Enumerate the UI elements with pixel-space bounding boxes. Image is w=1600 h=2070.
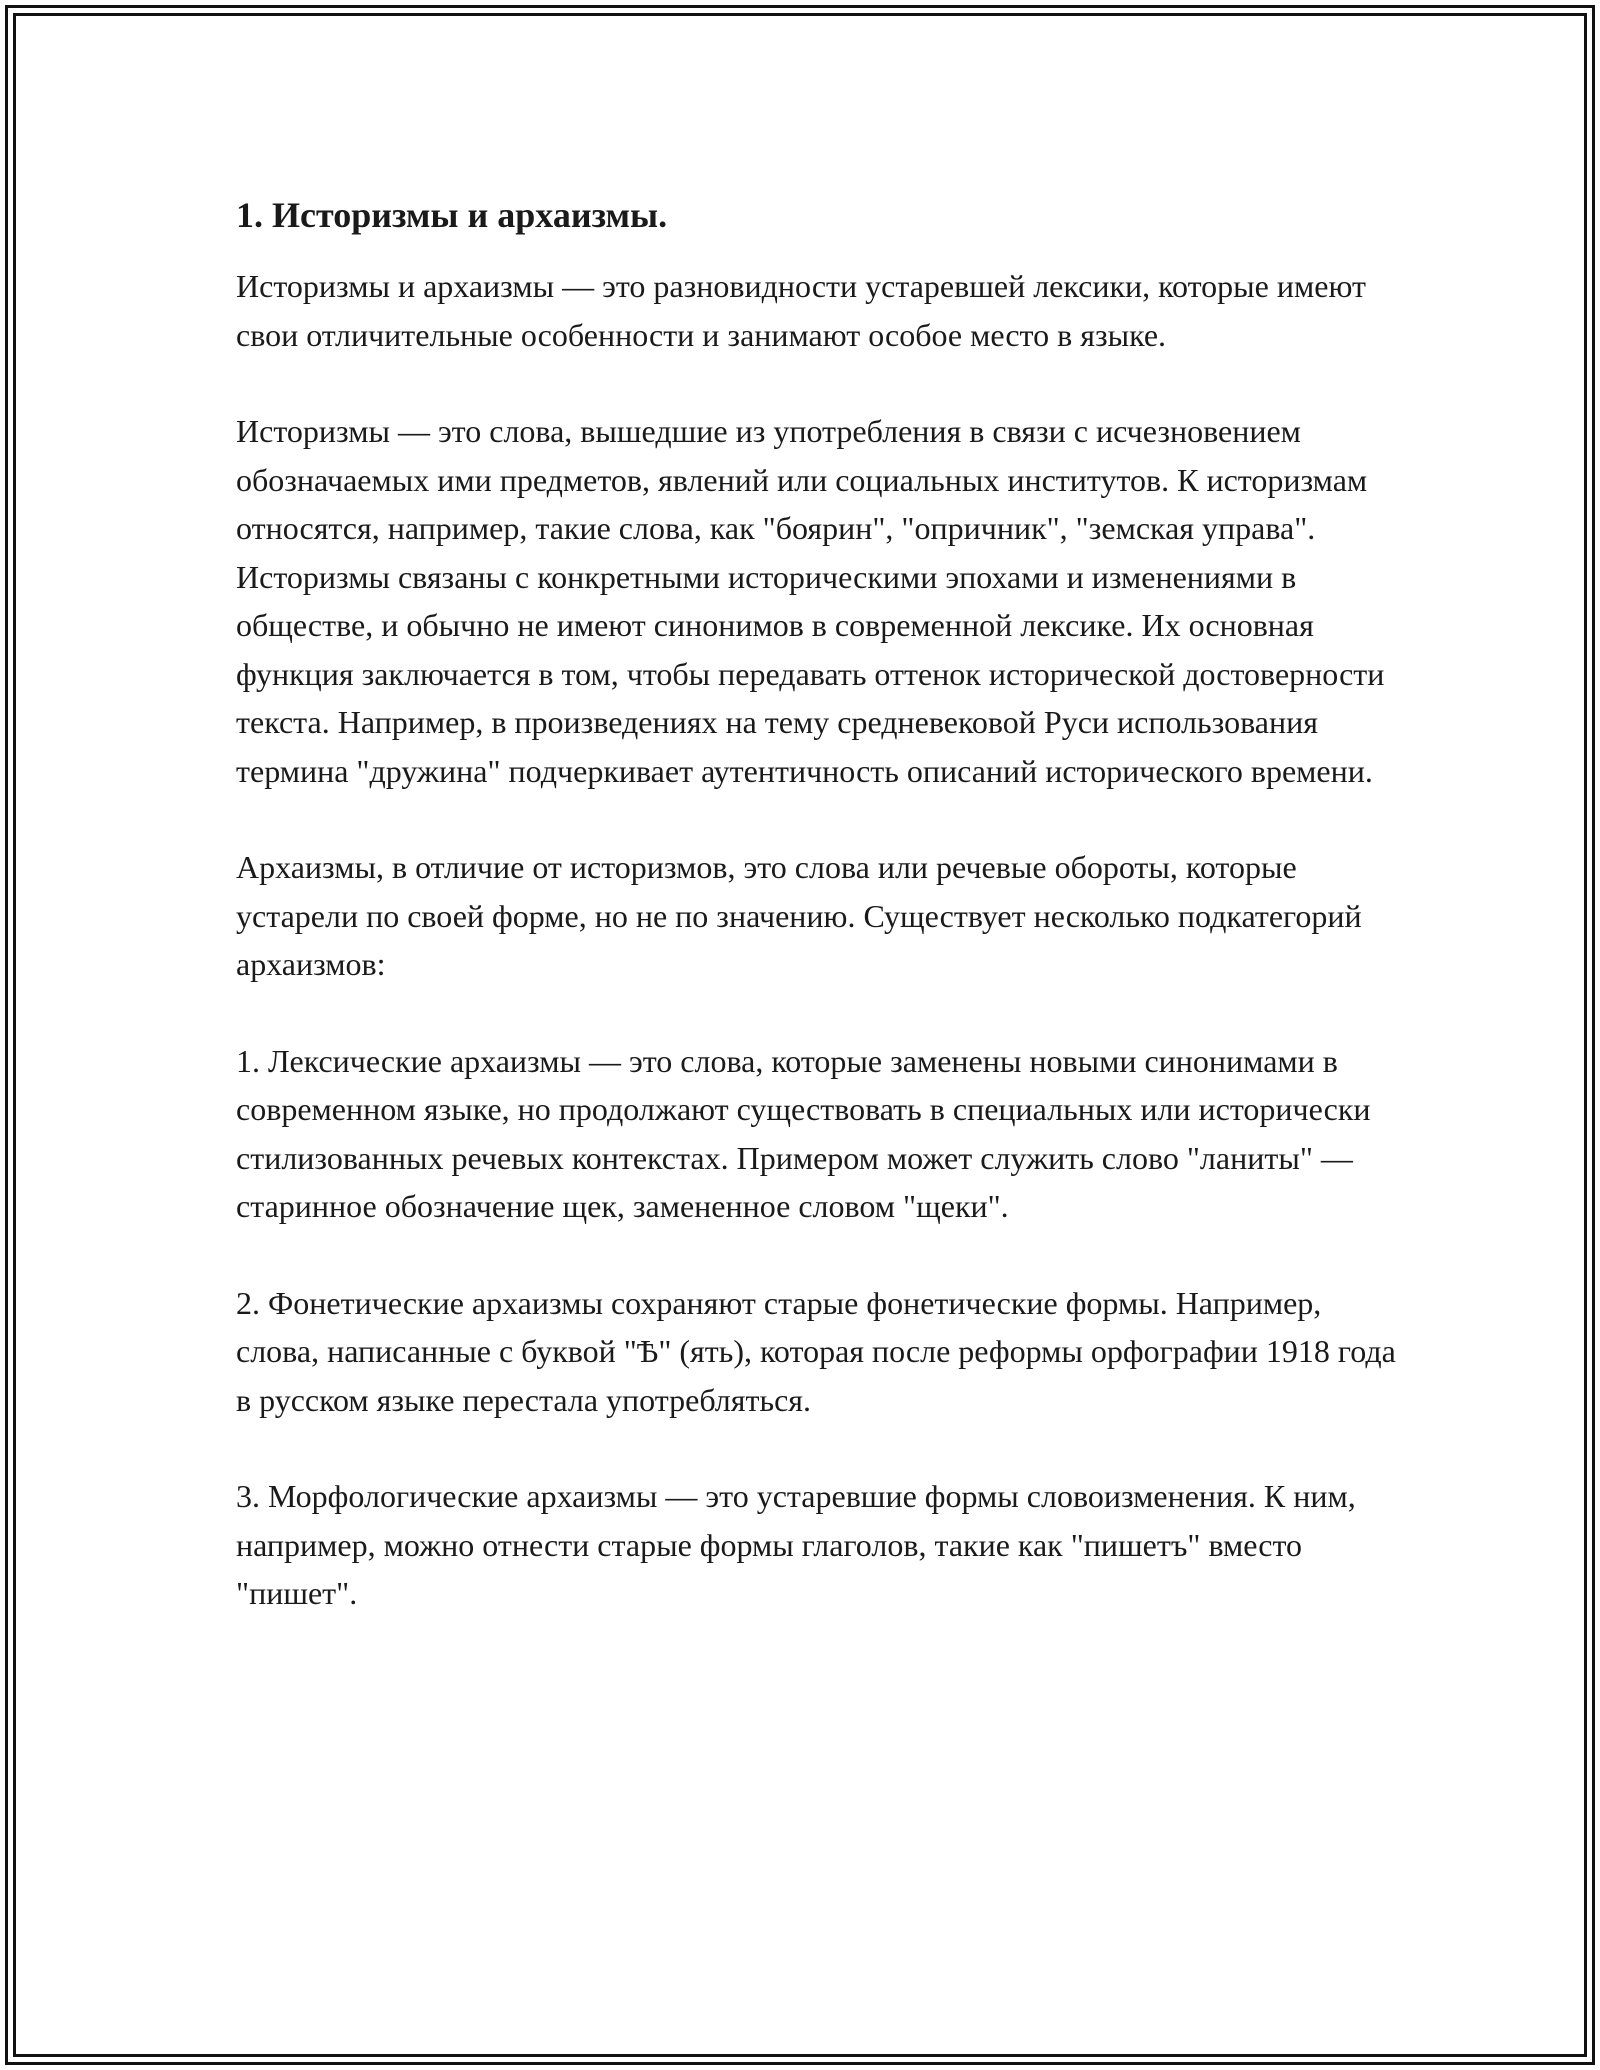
paragraph-historisms: Историзмы — это слова, вышедшие из употребления в связи с исчезновением обозначаемых ими предметов, явлений или социальных институтов. К историзмам относятся, например, такие слова, как "боярин", "опричник", "земская управа". Историзмы связаны с конкретными историческими эпохами и изменениями в обществе, и обычно не имеют синонимов в современной лексике. Их основная функция заключается в том, чтобы передавать оттенок исторической достоверности текста. Например, в произведениях на тему средневековой Руси использования термина "дружина" подчеркивает аутентичность описаний исторического времени. xyxy=(236,413,1385,789)
paragraph-archaisms: Архаизмы, в отличие от историзмов, это слова или речевые обороты, которые устарели по своей форме, но не по значению. Существует несколько подкатегорий архаизмов: xyxy=(236,849,1362,982)
paragraph-intro: Историзмы и архаизмы — это разновидности устаревшей лексики, которые имеют свои отличительные особенности и занимают особое место в языке. xyxy=(236,268,1366,353)
paragraph-phonetic-archaisms: 2. Фонетические архаизмы сохраняют старые фонетические формы. Например, слова, написанные с буквой "Ѣ" (ять), которая после реформы орфографии 1918 года в русском языке перестала употребляться. xyxy=(236,1284,1396,1418)
paragraph-morphological-archaisms: 3. Морфологические архаизмы — это устаревшие формы словоизменения. К ним, например, можно отнести старые формы глаголов, такие как "пишетъ" вместо "пишет". xyxy=(236,1478,1356,1611)
paragraph-lexical-archaisms: 1. Лексические архаизмы — это слова, которые заменены новыми синонимами в современном языке, но продолжают существовать в специальных или исторически стилизованных речевых контекстах. Примером может служить слово "ланиты" — старинное обозначение щек, замененное словом "щеки". xyxy=(236,1042,1371,1224)
document-page xyxy=(236,188,1396,1666)
section-heading: 1. Историзмы и архаизмы. xyxy=(236,195,668,235)
